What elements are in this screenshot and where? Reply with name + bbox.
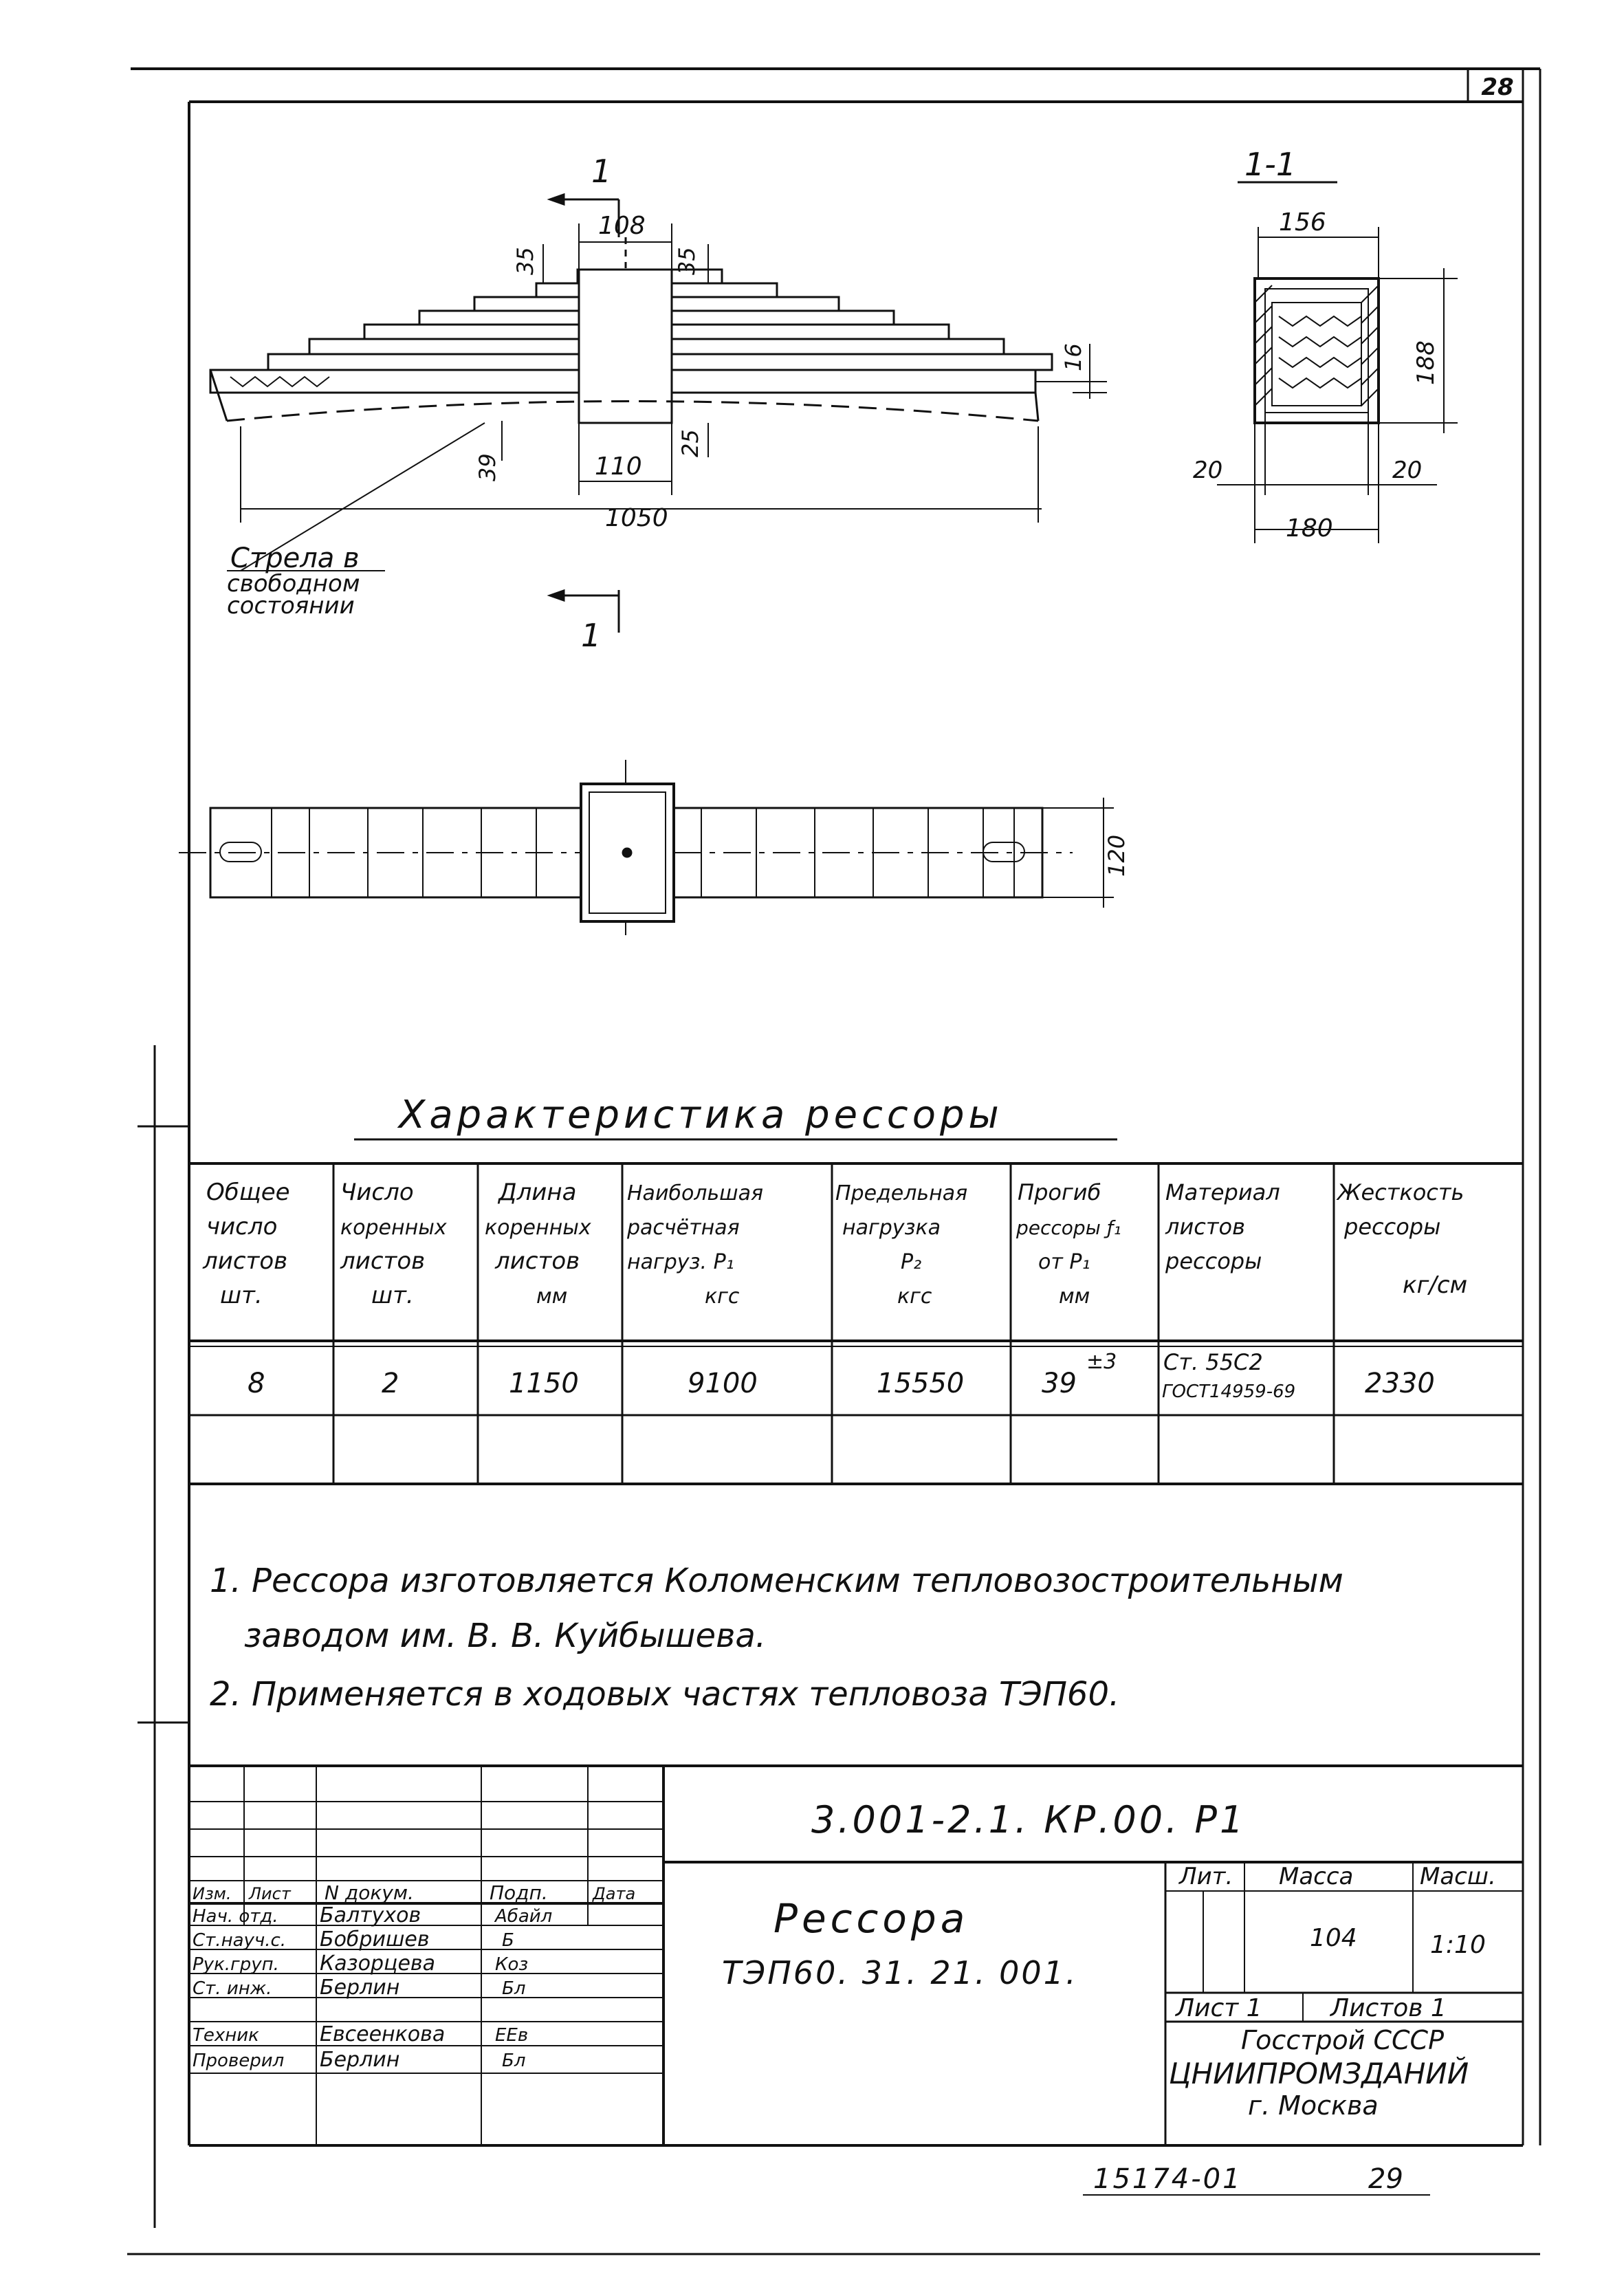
person-name: Бобришев [320, 1927, 430, 1952]
signature: Б [502, 1930, 514, 1951]
spring-side-view [210, 270, 1093, 423]
dim-1050: 1050 [605, 504, 668, 532]
dim-120: 120 [1104, 834, 1130, 877]
dim-20-right: 20 [1392, 457, 1423, 484]
characteristics-title: Характеристика рессоры [399, 1093, 1003, 1137]
header-line: мм [1059, 1284, 1090, 1309]
value-leaf-length: 1150 [509, 1368, 579, 1399]
mass-label: Масса [1279, 1863, 1354, 1890]
value-total-leaves: 8 [248, 1368, 265, 1399]
dim-180: 180 [1286, 514, 1333, 543]
header-line: расчётная [627, 1216, 740, 1240]
value-stiffness: 2330 [1365, 1368, 1435, 1399]
header-line: нагруз. P₁ [627, 1250, 734, 1274]
header-line: Наибольшая [627, 1181, 764, 1205]
value-limit-load: 15550 [877, 1368, 965, 1399]
inventory-number: 15174-01 [1093, 2163, 1242, 2195]
sign-header: Изм. [193, 1884, 232, 1903]
header-line: Предельная [835, 1181, 968, 1205]
section-mark-bottom: 1 [581, 617, 602, 654]
spring-clamp [579, 270, 672, 423]
mass-value: 104 [1310, 1924, 1357, 1952]
header-line: шт. [220, 1282, 263, 1309]
organization-line: г. Москва [1248, 2090, 1379, 2121]
sheet-label: Лист 1 [1176, 1994, 1262, 2022]
header-limit-load [835, 1181, 967, 1309]
role-label: Проверил [193, 2051, 285, 2071]
header-line: Общее [206, 1179, 290, 1206]
dim-188: 188 [1412, 340, 1440, 385]
organization-line: ЦНИИПРОМЗДАНИЙ [1169, 2057, 1469, 2090]
table-values [248, 1349, 1435, 1402]
sheets-label: Листов 1 [1330, 1994, 1447, 2022]
signature-rows [193, 1903, 552, 2072]
sign-header: Подп. [490, 1881, 548, 1904]
lit-label: Лит. [1179, 1863, 1233, 1890]
dim-110: 110 [595, 452, 642, 481]
header-line: от P₁ [1038, 1250, 1090, 1274]
header-line: рессоры [1344, 1214, 1441, 1240]
arrow-note-line: свободном [227, 570, 360, 598]
organization-line: Госстрой СССР [1241, 2025, 1445, 2055]
person-name: Берлин [320, 1976, 400, 2000]
header-line: кгс [705, 1284, 740, 1309]
header-line: число [206, 1213, 278, 1240]
person-name: Казорцева [320, 1952, 435, 1976]
header-line: коренных [340, 1216, 447, 1240]
section-title: 1-1 [1244, 146, 1297, 183]
section-mark-top: 1 [591, 153, 612, 190]
signature-headers [193, 1881, 635, 1904]
signature: Абайл [495, 1906, 553, 1927]
header-line: кг/см [1403, 1271, 1468, 1299]
sign-header: Лист [249, 1884, 291, 1903]
person-name: Берлин [320, 2048, 400, 2072]
value-material-standard: ГОСТ14959-69 [1162, 1381, 1296, 1402]
product-name: Рессора [773, 1895, 969, 1942]
scale-value: 1:10 [1430, 1931, 1486, 1959]
dim-108: 108 [598, 212, 646, 240]
header-line: Число [340, 1179, 414, 1206]
section-dimension-values [1193, 208, 1440, 543]
value-deflection-tolerance: ±3 [1086, 1350, 1117, 1374]
note-line: 2. Применяется в ходовых частях тепловоза ТЭП60. [210, 1675, 1120, 1714]
page-number: 29 [1368, 2163, 1403, 2195]
role-label: Нач. отд. [193, 1906, 278, 1927]
dim-35-right: 35 [674, 247, 700, 275]
value-main-leaves: 2 [382, 1368, 399, 1399]
arrow-note [227, 543, 360, 620]
header-line: листов [203, 1247, 288, 1275]
dim-20-left: 20 [1193, 457, 1223, 484]
header-material [1165, 1179, 1280, 1274]
person-name: Балтухов [320, 1903, 421, 1927]
arrow-note-line: состоянии [227, 592, 355, 620]
header-line: шт. [371, 1282, 414, 1309]
header-total-leaves [202, 1179, 290, 1309]
value-material-grade: Ст. 55С2 [1163, 1349, 1263, 1375]
person-name: Евсеенкова [320, 2022, 446, 2046]
note-line: заводом им. В. В. Куйбышева. [244, 1617, 767, 1655]
header-line: листов [1165, 1214, 1245, 1240]
dim-16: 16 [1060, 343, 1086, 371]
header-line: Прогиб [1018, 1179, 1101, 1205]
sheet-number: 28 [1481, 74, 1514, 101]
header-stiffness [1336, 1179, 1467, 1299]
header-line: Длина [498, 1179, 577, 1206]
notes [210, 1562, 1343, 1714]
sign-header: N докум. [325, 1881, 414, 1904]
header-leaf-length [485, 1179, 591, 1309]
arrow-note-line: Стрела в [230, 543, 360, 574]
signature: ЕЕв [495, 2025, 529, 2046]
header-line: листов [495, 1247, 580, 1275]
header-line: нагрузка [842, 1216, 941, 1240]
header-line: листов [340, 1247, 426, 1275]
table-headers [202, 1179, 1467, 1309]
header-line: мм [536, 1284, 568, 1309]
characteristics-table [189, 1163, 1523, 1484]
role-label: Рук.груп. [193, 1954, 279, 1975]
dim-39: 39 [474, 453, 501, 481]
role-label: Ст. инж. [193, 1978, 272, 1999]
sign-header: Дата [593, 1884, 636, 1903]
header-line: P₂ [901, 1250, 922, 1274]
value-max-load: 9100 [688, 1368, 758, 1399]
role-label: Ст.науч.с. [193, 1930, 287, 1951]
signature: Коз [495, 1954, 529, 1975]
header-line: рессоры ƒ₁ [1016, 1216, 1121, 1239]
dim-156: 156 [1279, 208, 1326, 237]
header-line: Материал [1165, 1179, 1280, 1205]
header-line: кгс [897, 1284, 932, 1309]
header-line: коренных [485, 1216, 591, 1240]
dim-35-left: 35 [512, 247, 538, 275]
product-code: ТЭП60. 31. 21. 001. [722, 1954, 1078, 1991]
header-max-load [626, 1181, 763, 1309]
dim-25: 25 [677, 429, 703, 457]
header-deflection [1016, 1179, 1121, 1309]
signature: Бл [502, 1978, 526, 1999]
drawing-designation: 3.001-2.1. КР.00. Р1 [811, 1798, 1247, 1841]
header-main-leaves [340, 1179, 447, 1309]
value-deflection: 39 [1042, 1368, 1077, 1399]
header-line: рессоры [1165, 1248, 1262, 1274]
header-line: Жесткость [1337, 1179, 1464, 1205]
spring-plan-view [179, 760, 1114, 935]
scale-label: Масш. [1420, 1863, 1496, 1890]
role-label: Техник [193, 2025, 259, 2046]
dimension-values [474, 212, 1086, 532]
signature: Бл [502, 2051, 526, 2071]
note-line: 1. Рессора изготовляется Коломенским тепловозостроительным [210, 1562, 1343, 1600]
